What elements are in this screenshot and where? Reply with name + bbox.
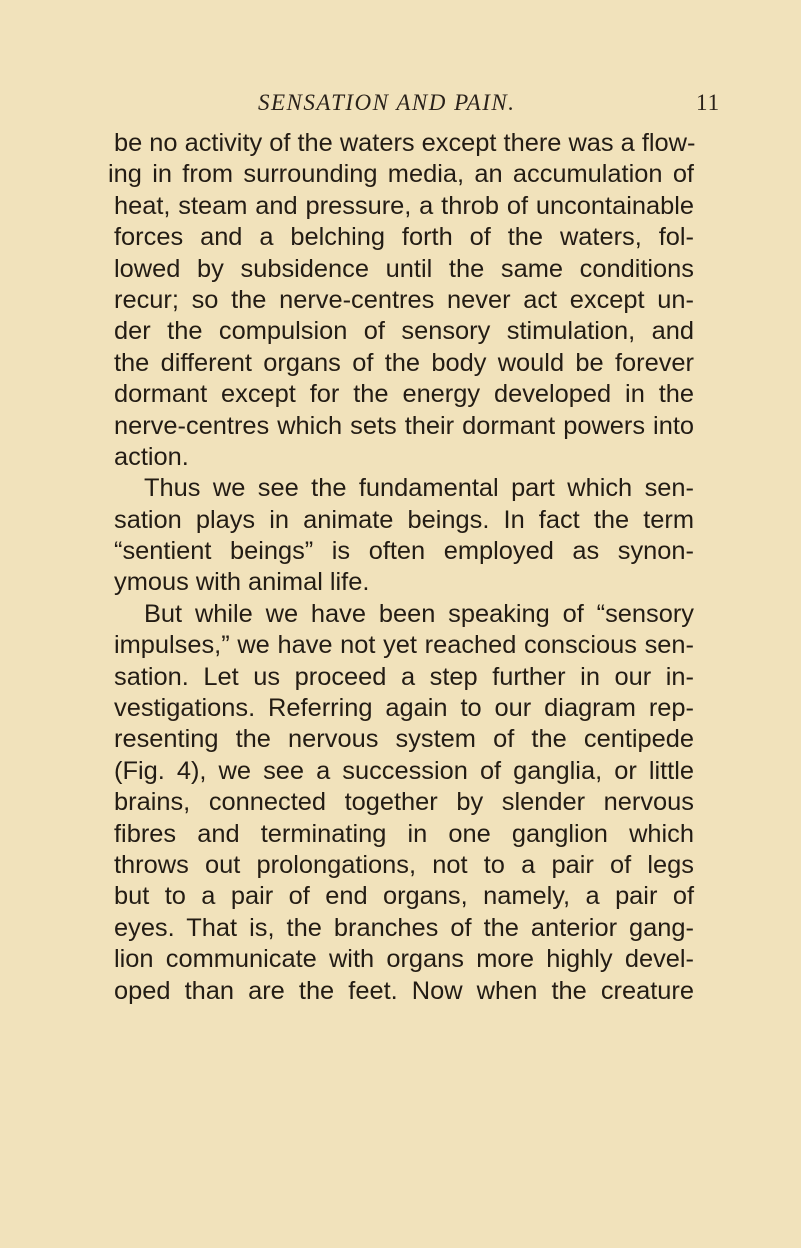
text-line: recur; so the nerve-centres never act except un- <box>114 285 694 314</box>
text-line: But while we have been speaking of “sensory <box>144 599 694 628</box>
text-line: but to a pair of end organs, namely, a pair of <box>114 882 694 911</box>
page-number: 11 <box>696 90 721 115</box>
text-line: fibres and terminating in one ganglion which <box>114 819 694 848</box>
text-line: be no activity of the waters except there was a flow- <box>114 129 696 157</box>
text-line: sation. Let us proceed a step further in our in- <box>114 662 694 691</box>
text-line: sation plays in animate beings. In fact the term <box>114 505 694 534</box>
text-line: brains, connected together by slender nervous <box>114 788 694 817</box>
text-line: ymous with animal life. <box>114 568 370 597</box>
text-line: eyes. That is, the branches of the anterior gang- <box>114 913 694 942</box>
text-line: impulses,” we have not yet reached conscious sen- <box>114 631 694 660</box>
text-line: “sentient beings” is often employed as synon- <box>114 537 694 566</box>
text-line: forces and a belching forth of the waters, fol- <box>114 223 694 252</box>
text-line: nerve-centres which sets their dormant powers into <box>114 411 694 440</box>
text-line: dormant except for the energy developed in the <box>114 380 694 409</box>
text-line: lion communicate with organs more highly devel- <box>114 945 694 974</box>
text-line: vestigations. Referring again to our diagram rep- <box>114 694 694 723</box>
text-line: der the compulsion of sensory stimulation, and <box>114 317 694 346</box>
running-head <box>0 90 801 120</box>
text-line: heat, steam and pressure, a throb of uncontainable <box>114 191 694 220</box>
running-title: SENSATION AND PAIN. <box>258 90 516 115</box>
text-line: (Fig. 4), we see a succession of ganglia, or little <box>114 756 694 785</box>
text-line: throws out prolongations, not to a pair of legs <box>114 850 694 879</box>
text-line: lowed by subsidence until the same conditions <box>114 254 694 283</box>
body-text <box>108 128 696 1007</box>
text-line: Thus we see the fundamental part which sen- <box>144 474 694 503</box>
text-line: action. <box>114 442 189 471</box>
text-line: ing in from surrounding media, an accumulation of <box>108 160 694 189</box>
text-line: resenting the nervous system of the centipede <box>114 725 694 754</box>
text-line: the different organs of the body would be forever <box>114 348 694 377</box>
text-line: oped than are the feet. Now when the creature <box>114 976 694 1005</box>
